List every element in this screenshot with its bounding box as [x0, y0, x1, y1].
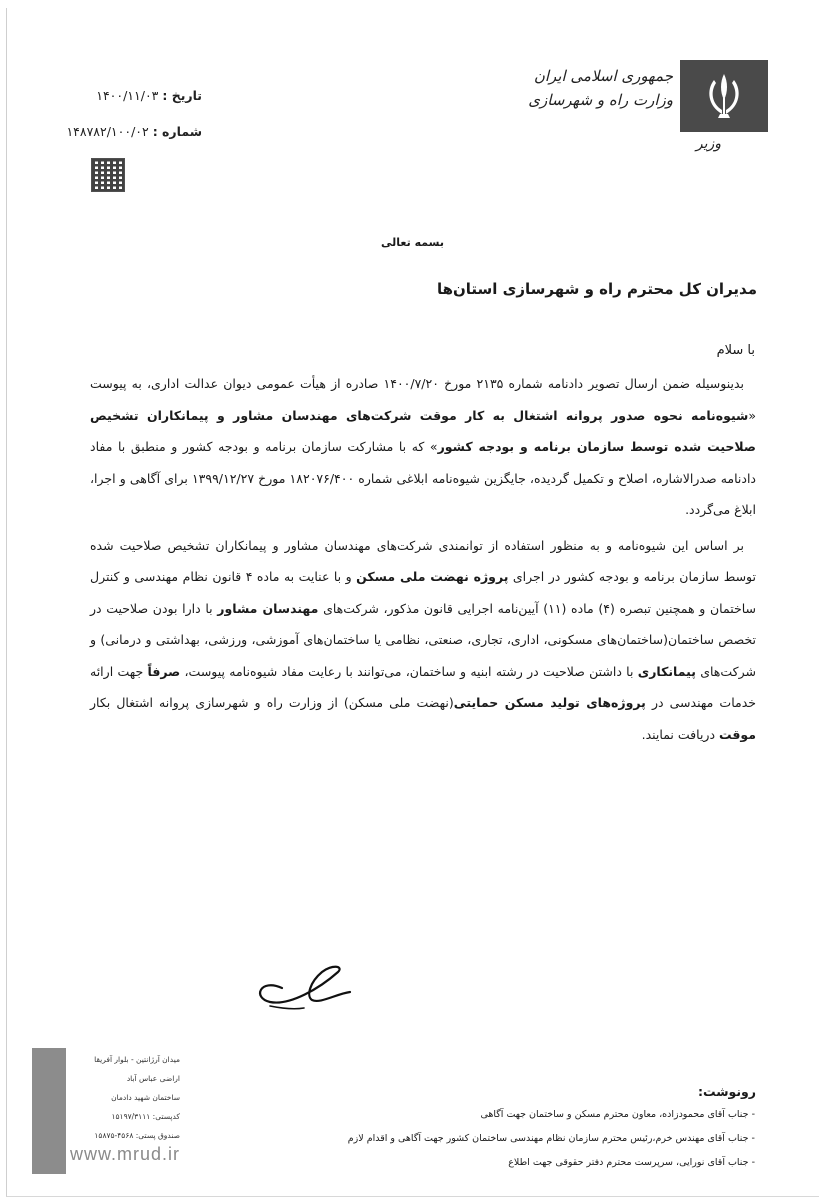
body-segment-bold: پیمانکاری — [637, 663, 696, 679]
address-line: اراضی عباس آباد — [126, 1074, 180, 1083]
minister-title: وزیر — [695, 136, 721, 152]
address-line: کدپستی: ۱۵۱۹۷/۳۱۱۱ — [111, 1112, 180, 1121]
date-value: ۱۴۰۰/۱۱/۰۳ — [96, 88, 159, 103]
ministry-header — [473, 64, 673, 112]
footer-bar — [32, 1048, 66, 1174]
cc-list — [195, 1103, 755, 1175]
recipient-line: مدیران کل محترم راه و شهرسازی استان‌ها — [436, 280, 757, 298]
letter-body — [90, 368, 756, 750]
cc-item: - جناب آقای نورایی، سرپرست محترم دفتر حقوقی جهت اطلاع — [508, 1157, 755, 1168]
body-segment-bold: صرفاً — [147, 663, 181, 679]
body-segment-bold: مهندسان مشاور — [217, 600, 319, 616]
body-segment: با دارا بودن صلاحیت در تخصص ساختمان(ساختمان‌های مسکونی، اداری، تجاری، صنعتی، نظامی یا ساختمان‌های آموزشی، ورزشی، بهداشتی و درمانی) و شرکت‌های — [90, 600, 756, 679]
body-segment-bold: شیوه‌نامه نحوه صدور پروانه اشتغال به کار موقت شرکت‌های مهندسان مشاور و پیمانکاران تشخیص صلاحیت شده توسط سازمان برنامه و بودجه کشور — [90, 407, 756, 454]
country-name: جمهوری اسلامی ایران — [533, 67, 673, 85]
body-segment: جهت ارائه خدمات مهندسی در — [90, 663, 756, 710]
body-segment: بدینوسیله ضمن ارسال تصویر دادنامه شماره ۲۱۳۵ مورخ ۱۴۰۰/۷/۲۰ صادره از هیأت عمومی دیوان عدالت اداری، به پیوست « — [90, 376, 756, 423]
signature — [240, 958, 360, 1018]
cc-item: - جناب آقای محمودزاده، معاون محترم مسکن و ساختمان جهت آگاهی — [480, 1109, 755, 1120]
address-line: ساختمان شهید دادمان — [111, 1093, 180, 1102]
body-segment-bold: پروژه‌های تولید مسکن حمایتی — [453, 695, 646, 710]
body-segment: و با عنایت به ماده ۴ قانون نظام مهندسی و کنترل ساختمان و همچنین تبصره (۴) ماده (۱۱) آیین‌نامه اجرایی قانون مذکور، شرکت‌های — [90, 569, 756, 616]
signature-scribble — [240, 958, 360, 1018]
address-line: صندوق پستی: ۴۵۶۸-۱۵۸۷۵ — [94, 1131, 180, 1140]
qr-code — [91, 158, 125, 192]
emblem-icon — [704, 70, 744, 122]
cc-item: - جناب آقای مهندس خرم،رئیس محترم سازمان نظام مهندسی ساختمان کشور جهت آگاهی و اقدام لازم — [347, 1133, 755, 1144]
footer-address — [70, 1050, 180, 1145]
ministry-name: وزارت راه و شهرسازی — [528, 91, 673, 109]
address-line: میدان آرژانتین - بلوار آفریقا — [94, 1055, 180, 1064]
greeting: با سلام — [716, 343, 755, 358]
body-segment: (نهضت ملی مسکن) از وزارت راه و شهرسازی پروانه اشتغال بکار — [90, 695, 454, 710]
body-segment: بر اساس این شیوه‌نامه و به منظور استفاده از توانمندی شرکت‌های مهندسان مشاور و پیمانکاران تشخیص صلاحیت شده توسط سازمان برنامه و بودجه کشور در اجرای — [90, 537, 756, 584]
bismillah-heading: بسمه تعالی — [381, 236, 444, 249]
date-line — [62, 78, 202, 114]
number-label: شماره : — [152, 124, 202, 139]
date-label: تاریخ : — [162, 88, 202, 103]
website-link[interactable]: www.mrud.ir — [70, 1144, 181, 1164]
body-paragraph-1 — [90, 368, 756, 526]
number-value: ۱۴۸۷۸۲/۱۰۰/۰۲ — [66, 124, 149, 139]
letter-meta — [62, 78, 202, 150]
body-segment: با داشتن صلاحیت در رشته ابنیه و ساختمان، می‌توانند با رعایت مفاد شیوه‌نامه پیوست، — [180, 663, 638, 679]
body-segment: » که با مشارکت سازمان برنامه و بودجه کشور و منطبق با مفاد دادنامه صدرالاشاره، اصلاح و تکمیل گردیده، جایگزین شیوه‌نامه ابلاغی شماره ۱۸۲۰۷۶/۴۰۰ مورخ ۱۳۹۹/۱۲/۲۷ برای آگاهی و اجرا، ابلاغ می‌گردد. — [90, 439, 756, 517]
cc-title: رونوشت: — [697, 1084, 756, 1099]
body-paragraph-2 — [90, 530, 756, 751]
body-segment-bold: موقت — [719, 726, 756, 742]
iran-emblem-logo — [680, 60, 768, 132]
body-segment: دریافت نمایند. — [641, 726, 719, 742]
number-line — [62, 114, 202, 150]
body-segment-bold: پروژه نهضت ملی مسکن — [356, 569, 509, 584]
